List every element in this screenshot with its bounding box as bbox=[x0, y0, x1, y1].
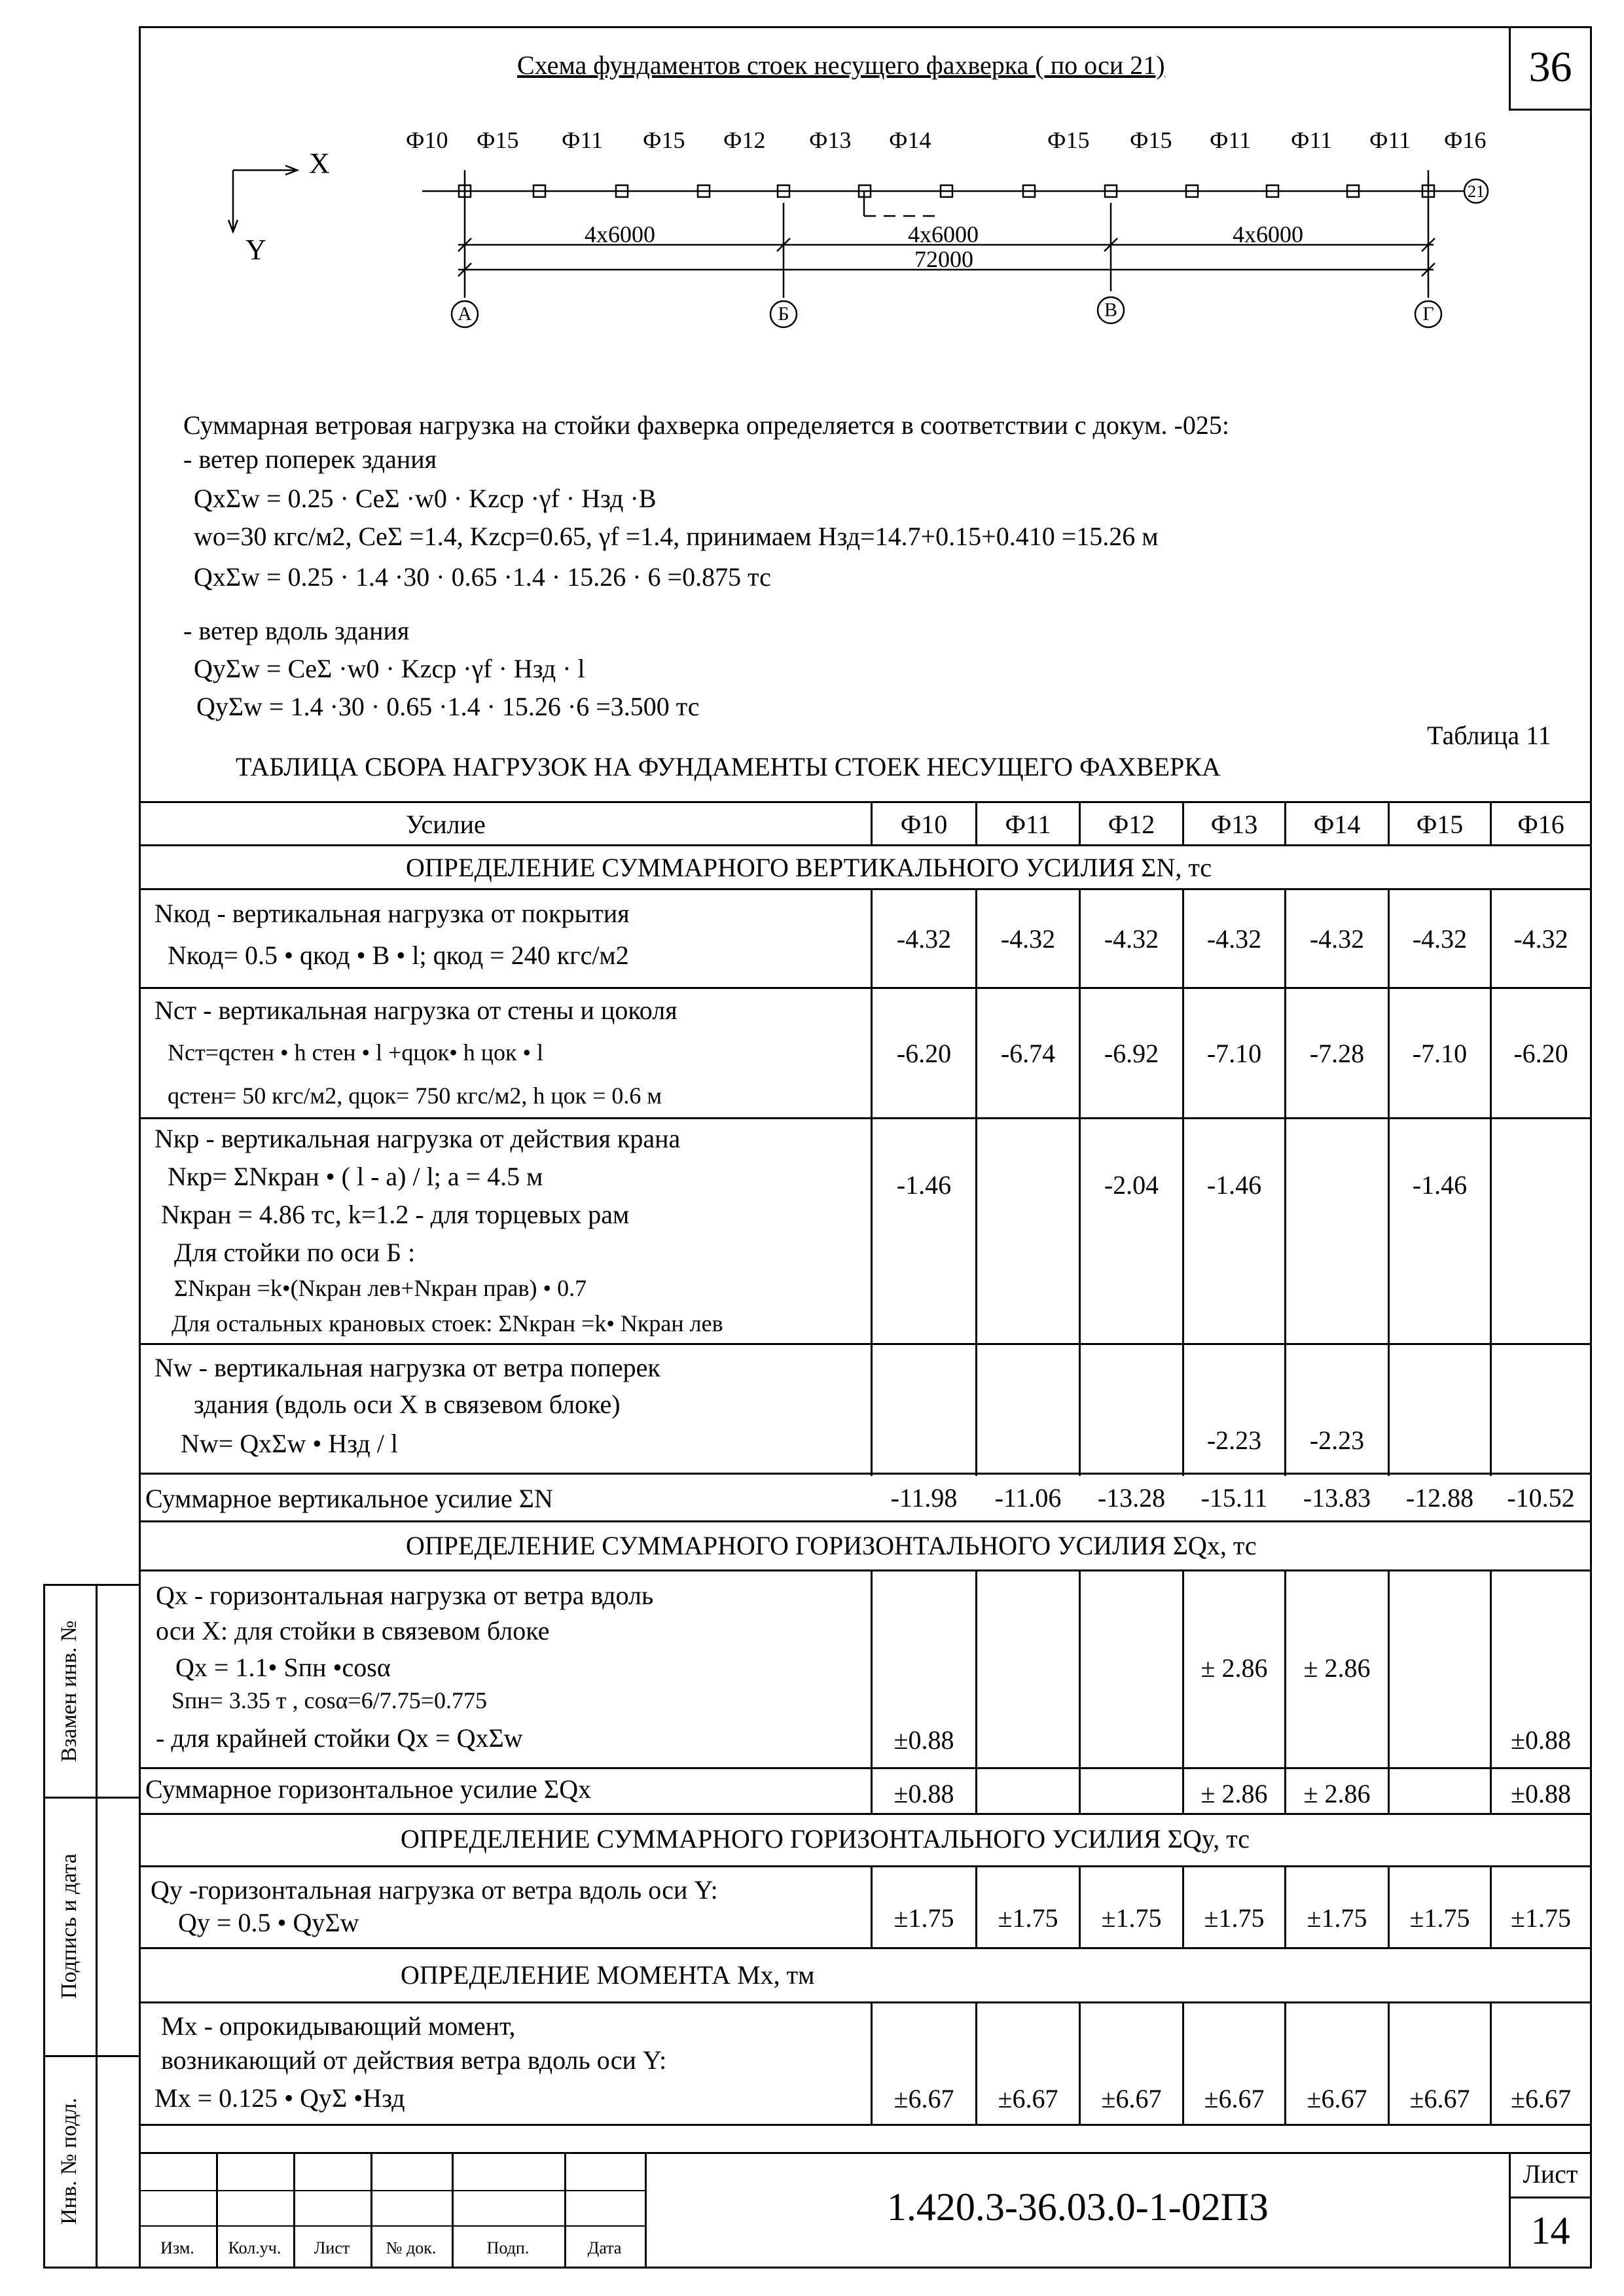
nkr-value: -1.46 bbox=[1206, 1170, 1262, 1200]
foundation-label: Ф15 bbox=[1130, 127, 1172, 153]
frame-bottom bbox=[43, 2267, 1592, 2269]
top-sheet-number: 36 bbox=[1528, 43, 1572, 91]
foundation-label: Ф15 bbox=[643, 127, 685, 153]
side-replace-inv: Взамен инв. № bbox=[57, 1620, 81, 1763]
qx-edge-value bbox=[1286, 1721, 1388, 1758]
nkr-value: -2.04 bbox=[1104, 1170, 1159, 1200]
axis-bubble-label: Б bbox=[778, 303, 789, 325]
sum-n-value: -10.52 bbox=[1507, 1482, 1575, 1513]
table-number: Таблица 11 bbox=[1427, 721, 1551, 750]
axis-bubble-label: Г bbox=[1422, 303, 1434, 325]
nst-text: Nст=qстен • h стен • l +qцок• h цок • l bbox=[168, 1039, 544, 1066]
qy-value: ±1.75 bbox=[1511, 1903, 1571, 1933]
document-code: 1.420.3-36.03.0-1-02ПЗ bbox=[886, 2185, 1269, 2229]
qx-edge-value bbox=[977, 1721, 1079, 1758]
mx-value: ±6.67 bbox=[1307, 2083, 1367, 2113]
nkr-text: ΣNкран =k•(Nкран лев+Nкран прав) • 0.7 bbox=[174, 1275, 587, 1301]
foundation-label: Ф12 bbox=[723, 127, 766, 153]
qy-value: ±1.75 bbox=[998, 1903, 1058, 1933]
sum-qx-label: Суммарное горизонтальное усилие ΣQx bbox=[145, 1774, 592, 1804]
qx-edge-value: ±0.88 bbox=[893, 1725, 954, 1755]
nkr-value: -1.46 bbox=[896, 1170, 952, 1200]
section-moment-mx: ОПРЕДЕЛЕНИЕ МОМЕНТА Mx, тм bbox=[401, 1960, 815, 1990]
qx-edge-value bbox=[1390, 1721, 1490, 1758]
table-header-col: Ф14 bbox=[1313, 809, 1361, 839]
dimension-total: 72000 bbox=[914, 246, 973, 272]
qy-value: ±1.75 bbox=[1409, 1903, 1470, 1933]
foundation-label: Ф11 bbox=[1210, 127, 1252, 153]
nkr-text: Для остальных крановых стоек: ΣNкран =k• Nкран лев bbox=[171, 1310, 723, 1336]
nst-value: -6.20 bbox=[896, 1038, 952, 1068]
table-header-col: Ф13 bbox=[1210, 809, 1258, 839]
nw-value bbox=[1492, 1420, 1590, 1460]
foundation-label: Ф16 bbox=[1444, 127, 1487, 153]
sum-n-value: -11.06 bbox=[994, 1482, 1062, 1513]
nw-value: -2.23 bbox=[1309, 1425, 1365, 1455]
qx-edge-value: ±0.88 bbox=[1511, 1725, 1571, 1755]
sum-qx-value: ±0.88 bbox=[1511, 1778, 1571, 1808]
table-header-col: Ф11 bbox=[1005, 809, 1051, 839]
formula-qx: QxΣw = 0.25 · CeΣ ·w0 · Kzср ·γf · Hзд ·B bbox=[194, 484, 657, 513]
stamp-header: № док. bbox=[386, 2238, 437, 2257]
nst-value: -7.10 bbox=[1206, 1038, 1262, 1068]
qx-value: ± 2.86 bbox=[1200, 1653, 1268, 1683]
nkod-value: -4.32 bbox=[1206, 924, 1262, 954]
qx-value bbox=[1390, 1649, 1490, 1686]
section-vertical-force: ОПРЕДЕЛЕНИЕ СУММАРНОГО ВЕРТИКАЛЬНОГО УСИЛИЯ ΣN, тс bbox=[406, 853, 1212, 882]
qy-value: ±1.75 bbox=[1307, 1903, 1367, 1933]
nw-text: здания (вдоль оси X в связевом блоке) bbox=[194, 1390, 621, 1419]
sum-n-value: -11.98 bbox=[890, 1482, 958, 1513]
axis-bubble-label: В bbox=[1104, 299, 1117, 321]
nkod-value: -4.32 bbox=[1000, 924, 1056, 954]
nkod-text: Nкод - вертикальная нагрузка от покрытия bbox=[154, 899, 630, 928]
table-header-col: Ф10 bbox=[900, 809, 948, 839]
side-inv-original: Инв. № подл. bbox=[57, 2098, 81, 2225]
foundation-label: Ф13 bbox=[809, 127, 852, 153]
nw-value bbox=[1081, 1420, 1182, 1460]
sum-n-value: -15.11 bbox=[1200, 1482, 1268, 1513]
mx-text: возникающий от действия ветра вдоль оси Y: bbox=[161, 2045, 667, 2075]
nkod-value: -4.32 bbox=[1412, 924, 1468, 954]
nw-text: Nw - вертикальная нагрузка от ветра поперек bbox=[154, 1353, 660, 1382]
stamp-header: Изм. bbox=[160, 2238, 194, 2257]
table-header-col: Ф16 bbox=[1517, 809, 1564, 839]
section-horizontal-qy: ОПРЕДЕЛЕНИЕ СУММАРНОГО ГОРИЗОНТАЛЬНОГО УСИЛИЯ ΣQy, тс bbox=[401, 1824, 1250, 1854]
stamp-header: Подп. bbox=[486, 2238, 530, 2257]
foundation-label: Ф15 bbox=[1047, 127, 1090, 153]
qy-value: ±1.75 bbox=[1101, 1903, 1162, 1933]
axis-21-marker: 21 bbox=[1468, 182, 1485, 201]
foundation-label: Ф10 bbox=[406, 127, 448, 153]
nkod-value: -4.32 bbox=[1104, 924, 1159, 954]
qx-text: - для крайней стойки Qx = QxΣw bbox=[156, 1723, 523, 1753]
nkod-value: -4.32 bbox=[1513, 924, 1568, 954]
mx-text: Mx = 0.125 • QyΣ •Hзд bbox=[154, 2083, 405, 2113]
scheme-title: Схема фундаментов стоек несущего фахверка ( по оси 21) bbox=[517, 50, 1165, 80]
table-header-col: Ф15 bbox=[1416, 809, 1464, 839]
foundation-label: Ф11 bbox=[1291, 127, 1333, 153]
table-header-label: Усилие bbox=[406, 810, 486, 839]
nw-value bbox=[1390, 1420, 1490, 1460]
dimension-span: 4х6000 bbox=[585, 221, 655, 247]
qx-text: оси X: для стойки в связевом блоке bbox=[156, 1616, 550, 1645]
section-horizontal-qx: ОПРЕДЕЛЕНИЕ СУММАРНОГО ГОРИЗОНТАЛЬНОГО УСИЛИЯ ΣQx, тс bbox=[406, 1531, 1257, 1560]
mx-value: ±6.67 bbox=[998, 2083, 1058, 2113]
side-sign-date: Подпись и дата bbox=[57, 1854, 81, 1999]
nst-value: -6.20 bbox=[1513, 1038, 1568, 1068]
sum-n-label: Суммарное вертикальное усилие ΣN bbox=[145, 1484, 553, 1513]
sum-n-value: -13.28 bbox=[1097, 1482, 1166, 1513]
sum-n-value: -13.83 bbox=[1303, 1482, 1371, 1513]
axis-bubble-label: А bbox=[458, 303, 472, 325]
intro-text: Суммарная ветровая нагрузка на стойки фахверка определяется в соответствии с докум. -025: bbox=[183, 410, 1229, 440]
mx-text: Mx - опрокидывающий момент, bbox=[161, 2011, 516, 2041]
qy-text: Qy -горизонтальная нагрузка от ветра вдоль оси Y: bbox=[151, 1875, 718, 1905]
nkr-value bbox=[977, 1165, 1079, 1204]
mx-value: ±6.67 bbox=[1409, 2083, 1470, 2113]
nst-value: -6.92 bbox=[1104, 1038, 1159, 1068]
qx-value: ± 2.86 bbox=[1303, 1653, 1371, 1683]
nst-text: Nст - вертикальная нагрузка от стены и цоколя bbox=[154, 996, 677, 1025]
qx-text: Qx = 1.1• Sпн •cosα bbox=[175, 1653, 391, 1682]
qx-value bbox=[1492, 1649, 1590, 1686]
qx-edge-value bbox=[1081, 1721, 1182, 1758]
stamp-header: Дата bbox=[587, 2238, 622, 2257]
table-title: ТАБЛИЦА СБОРА НАГРУЗОК НА ФУНДАМЕНТЫ СТОЕК НЕСУЩЕГО ФАХВЕРКА bbox=[236, 752, 1221, 781]
sum-qx-value bbox=[1081, 1774, 1182, 1813]
sum-qx-value bbox=[977, 1774, 1079, 1813]
foundation-label: Ф14 bbox=[889, 127, 931, 153]
nst-value: -6.74 bbox=[1000, 1038, 1056, 1068]
parameters: wo=30 кгс/м2, CeΣ =1.4, Kzcp=0.65, γf =1.4, принимаем Hзд=14.7+0.15+0.410 =15.26 м bbox=[194, 522, 1159, 551]
qy-value: ±1.75 bbox=[893, 1903, 954, 1933]
mx-value: ±6.67 bbox=[1204, 2083, 1265, 2113]
sum-qx-value: ± 2.86 bbox=[1303, 1778, 1371, 1808]
nkod-text: Nкод= 0.5 • qкод • B • l; qкод = 240 кгс/м2 bbox=[168, 941, 629, 970]
sum-n-value: -12.88 bbox=[1405, 1482, 1474, 1513]
nkr-value: -1.46 bbox=[1412, 1170, 1468, 1200]
foundation-label: Ф15 bbox=[477, 127, 519, 153]
axis-x-label: X bbox=[309, 147, 330, 179]
nkod-value: -4.32 bbox=[1309, 924, 1365, 954]
foundation-scheme bbox=[0, 0, 1624, 367]
nst-text: qстен= 50 кгс/м2, qцок= 750 кгс/м2, h цок = 0.6 м bbox=[168, 1083, 662, 1109]
nw-value bbox=[873, 1420, 975, 1460]
sheet-label: Лист bbox=[1523, 2159, 1578, 2189]
nw-text: Nw= QxΣw • Hзд / l bbox=[181, 1429, 398, 1458]
qx-text: Sпн= 3.35 т , cosα=6/7.75=0.775 bbox=[171, 1687, 488, 1713]
qy-text: Qy = 0.5 • QyΣw bbox=[178, 1908, 359, 1937]
along-heading: - ветер вдоль здания bbox=[183, 616, 410, 645]
qx-text: Qx - горизонтальная нагрузка от ветра вдоль bbox=[156, 1581, 654, 1610]
foundation-label: Ф11 bbox=[1369, 127, 1411, 153]
nkr-text: Nкр - вертикальная нагрузка от действия крана bbox=[154, 1124, 681, 1153]
stamp-header: Кол.уч. bbox=[228, 2238, 281, 2257]
sum-qx-value bbox=[1390, 1774, 1490, 1813]
calc-qx: QxΣw = 0.25 · 1.4 ·30 · 0.65 ·1.4 · 15.26 · 6 =0.875 тс bbox=[194, 562, 771, 592]
nkr-text: Nкран = 4.86 тс, k=1.2 - для торцевых рам bbox=[161, 1200, 630, 1229]
sum-qx-value: ± 2.86 bbox=[1200, 1778, 1268, 1808]
formula-qy: QyΣw = CeΣ ·w0 · Kzср ·γf · Hзд · l bbox=[194, 654, 585, 683]
nw-value: -2.23 bbox=[1206, 1425, 1262, 1455]
qx-value bbox=[977, 1649, 1079, 1686]
dimension-span: 4х6000 bbox=[1233, 221, 1303, 247]
mx-value: ±6.67 bbox=[1101, 2083, 1162, 2113]
qx-edge-value bbox=[1184, 1721, 1284, 1758]
calc-qy: QyΣw = 1.4 ·30 · 0.65 ·1.4 · 15.26 ·6 =3.500 тс bbox=[196, 692, 700, 721]
across-heading: - ветер поперек здания bbox=[183, 444, 437, 474]
qx-value bbox=[1081, 1649, 1182, 1686]
axis-y-label: Y bbox=[245, 234, 266, 266]
nw-value bbox=[977, 1420, 1079, 1460]
qx-value bbox=[873, 1649, 975, 1686]
qy-value: ±1.75 bbox=[1204, 1903, 1265, 1933]
nkr-text: Для стойки по оси Б : bbox=[174, 1238, 416, 1267]
table-header-col: Ф12 bbox=[1108, 809, 1155, 839]
nkr-text: Nкр= ΣNкран • ( l - a) / l; a = 4.5 м bbox=[168, 1162, 543, 1191]
nkod-value: -4.32 bbox=[896, 924, 952, 954]
nkr-value bbox=[1286, 1165, 1388, 1204]
nst-value: -7.10 bbox=[1412, 1038, 1468, 1068]
sum-qx-value: ±0.88 bbox=[893, 1778, 954, 1808]
foundation-label: Ф11 bbox=[562, 127, 604, 153]
nst-value: -7.28 bbox=[1309, 1038, 1365, 1068]
nkr-value bbox=[1492, 1165, 1590, 1204]
dimension-span: 4х6000 bbox=[908, 221, 979, 247]
sheet-number: 14 bbox=[1530, 2209, 1570, 2252]
stamp-header: Лист bbox=[314, 2238, 350, 2257]
mx-value: ±6.67 bbox=[893, 2083, 954, 2113]
mx-value: ±6.67 bbox=[1511, 2083, 1571, 2113]
